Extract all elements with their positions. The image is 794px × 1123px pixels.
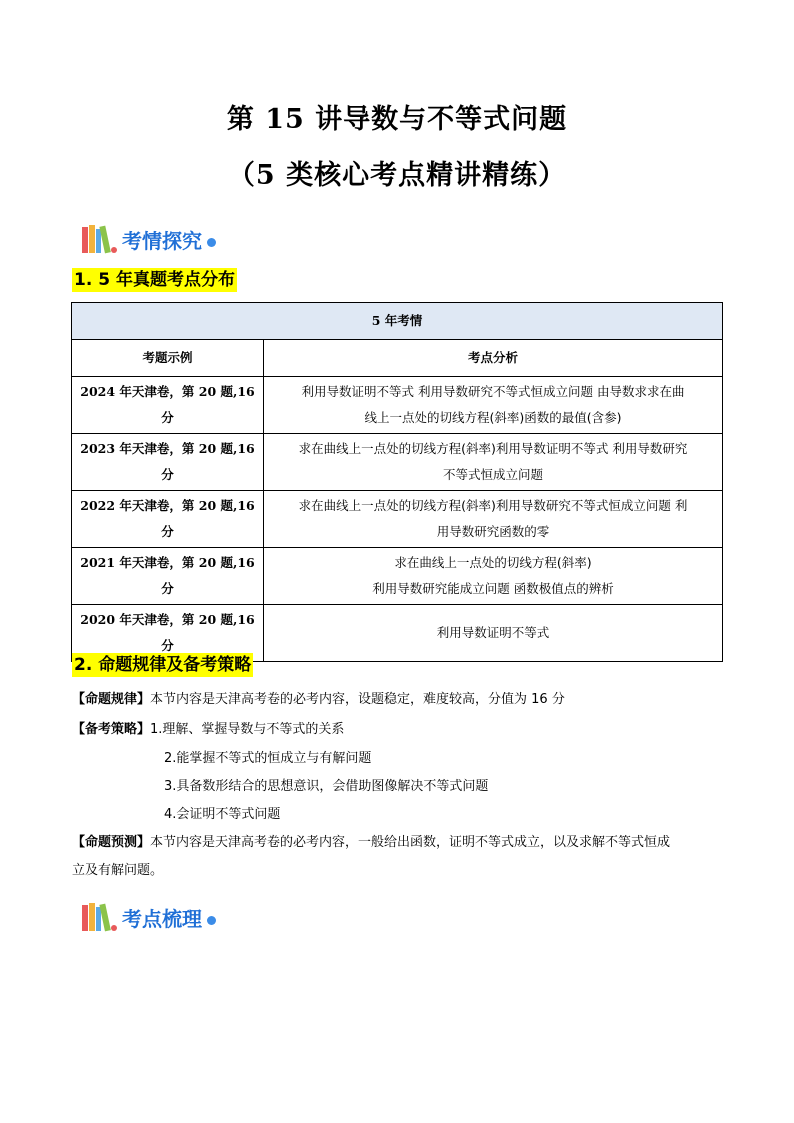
column-header-analysis: 考点分析 <box>264 340 723 377</box>
year-cell: 2023 年天津卷，第 20 题,16 分 <box>72 434 264 491</box>
year-cell: 2021 年天津卷，第 20 题,16 分 <box>72 548 264 605</box>
column-header-example: 考题示例 <box>72 340 264 377</box>
forecast-paragraph <box>72 829 724 885</box>
analysis-cell: 利用导数证明不等式 <box>264 605 723 662</box>
year-cell: 2020 年天津卷，第 20 题,16 分 <box>72 605 264 662</box>
section-title-sort: 考点梳理 <box>122 906 202 931</box>
strategy-item: 2.能掌握不等式的恒成立与有解问题 <box>164 751 372 766</box>
heading-rules-strategy: 2. 命题规律及备考策略 <box>74 655 252 675</box>
table-caption: 5 年考情 <box>72 303 723 340</box>
table-row <box>72 377 723 434</box>
strategy-item: 1.理解、掌握导数与不等式的关系 <box>150 722 345 737</box>
strategy-item: 4.会证明不等式问题 <box>164 807 281 822</box>
year-cell: 2022 年天津卷，第 20 题,16 分 <box>72 491 264 548</box>
rules-text: 本节内容是天津高考卷的必考内容，设题稳定，难度较高，分值为 16 分 <box>150 692 565 707</box>
exam-table <box>71 302 723 662</box>
analysis-cell: 求在曲线上一点处的切线方程(斜率)利用导数研究不等式恒成立问题 利 用导数研究函数的零 <box>264 491 723 548</box>
analysis-cell: 求在曲线上一点处的切线方程(斜率)利用导数证明不等式 利用导数研究 不等式恒成立问题 <box>264 434 723 491</box>
rules-label: 【命题规律】 <box>72 692 151 707</box>
forecast-label: 【命题预测】 <box>72 835 151 850</box>
analysis-cell: 求在曲线上一点处的切线方程(斜率) 利用导数研究能成立问题 函数极值点的辨析 <box>264 548 723 605</box>
books-icon <box>80 223 120 255</box>
heading-exam-distribution: 1. 5 年真题考点分布 <box>74 270 235 290</box>
analysis-cell: 利用导数证明不等式 利用导数研究不等式恒成立问题 由导数求求在曲 线上一点处的切线方程(斜率)函数的最值(含参) <box>264 377 723 434</box>
section-badge-sort <box>80 900 216 934</box>
strategy-item: 3.具备数形结合的思想意识，会借助图像解决不等式问题 <box>164 779 489 794</box>
dot-icon <box>207 916 216 925</box>
books-icon <box>80 901 120 933</box>
dot-icon <box>207 238 216 247</box>
forecast-text-cont: 立及有解问题。 <box>72 863 164 878</box>
section-title-explore: 考情探究 <box>122 228 202 253</box>
strategy-label: 【备考策略】 <box>72 722 151 737</box>
table-row <box>72 434 723 491</box>
section-badge-explore <box>80 222 216 256</box>
table-row <box>72 491 723 548</box>
forecast-text: 本节内容是天津高考卷的必考内容，一般给出函数，证明不等式成立，以及求解不等式恒成 <box>150 835 671 850</box>
page-subtitle: （5 类核心考点精讲精练） <box>227 160 567 191</box>
page-title: 第 15 讲导数与不等式问题 <box>226 104 568 135</box>
strategy-paragraph <box>72 716 724 744</box>
rules-paragraph <box>72 686 724 714</box>
year-cell: 2024 年天津卷，第 20 题,16 分 <box>72 377 264 434</box>
table-row <box>72 548 723 605</box>
